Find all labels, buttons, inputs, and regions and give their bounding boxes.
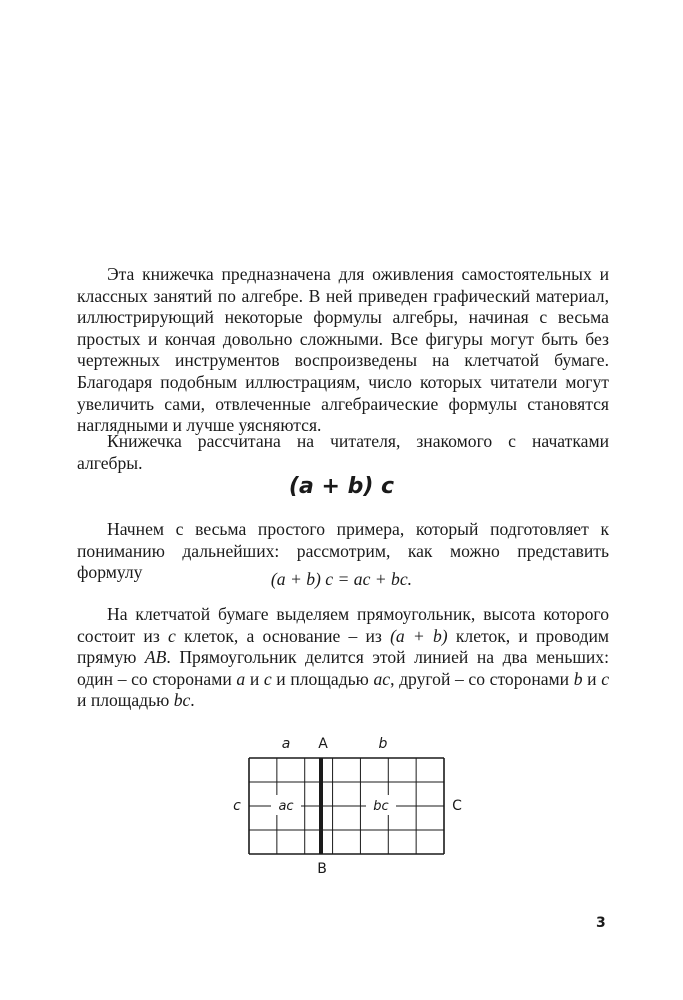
var-a: a bbox=[236, 668, 246, 689]
label-B: B bbox=[317, 861, 327, 877]
text-run: и площадью bbox=[271, 668, 374, 689]
text-run: На клетчатой бумаге выделяем прямоугольник, высота которого состоит из bbox=[77, 604, 609, 646]
text-run: . Прямоугольник делится этой линией на два меньших: один – со сторонами bbox=[77, 647, 609, 689]
var-c: c bbox=[263, 668, 272, 689]
text-run: и площадью bbox=[77, 690, 174, 711]
text-run: , другой – со сторонами bbox=[390, 668, 574, 689]
var-bc: bc bbox=[173, 690, 191, 711]
section-heading: (a + b) c bbox=[288, 474, 395, 499]
label-ac: ac bbox=[278, 799, 294, 814]
var-ac: ac bbox=[373, 668, 391, 689]
page-number: 3 bbox=[596, 915, 606, 931]
label-a: a bbox=[281, 736, 291, 752]
var-c: c bbox=[601, 668, 609, 689]
text-run: . bbox=[190, 690, 195, 711]
audience-paragraph: Книжечка рассчитана на читателя, знакомого с начатками алгебры. bbox=[77, 431, 609, 473]
label-c-left: c bbox=[233, 798, 241, 814]
label-C-right: C bbox=[452, 798, 462, 814]
text-run: и bbox=[582, 668, 602, 689]
var-b: b bbox=[573, 668, 583, 689]
label-A: A bbox=[318, 736, 328, 752]
var-ab: AB bbox=[144, 647, 167, 668]
var-c: c bbox=[167, 625, 176, 646]
var-a-plus-b: (a + b) bbox=[390, 625, 448, 646]
example-intro-paragraph: Начнем с весьма простого примера, который подготовляет к пониманию дальнейших: рассмотрим, как можно представить формулу bbox=[77, 519, 609, 583]
rectangle-explanation-paragraph bbox=[77, 604, 609, 712]
formula-line: (a + b) c = ac + bc. bbox=[270, 569, 413, 589]
text-run: клеток, и проводим прямую bbox=[77, 625, 610, 668]
text-run: клеток, а основание – из bbox=[175, 625, 391, 646]
intro-paragraph: Эта книжечка предназначена для оживления самостоятельных и классных занятий по алгебре. В ней приведен графический материал, иллюстрирующий некоторые формулы алгебры, начиная с весьма простых и кончая довольно сложными. Все фигуры могут быть без чертежных инструментов воспроизведены на клетчатой бумаге. Благодаря подобным иллюстрациям, число которых читатели могут увеличить сами, отвлеченные алгебраические формулы становятся наглядными и лучше уясняются. bbox=[77, 264, 609, 436]
grid-rectangle-figure bbox=[225, 728, 465, 878]
label-b: b bbox=[378, 736, 388, 752]
text-run: и bbox=[245, 668, 264, 689]
label-bc: bc bbox=[373, 799, 389, 814]
